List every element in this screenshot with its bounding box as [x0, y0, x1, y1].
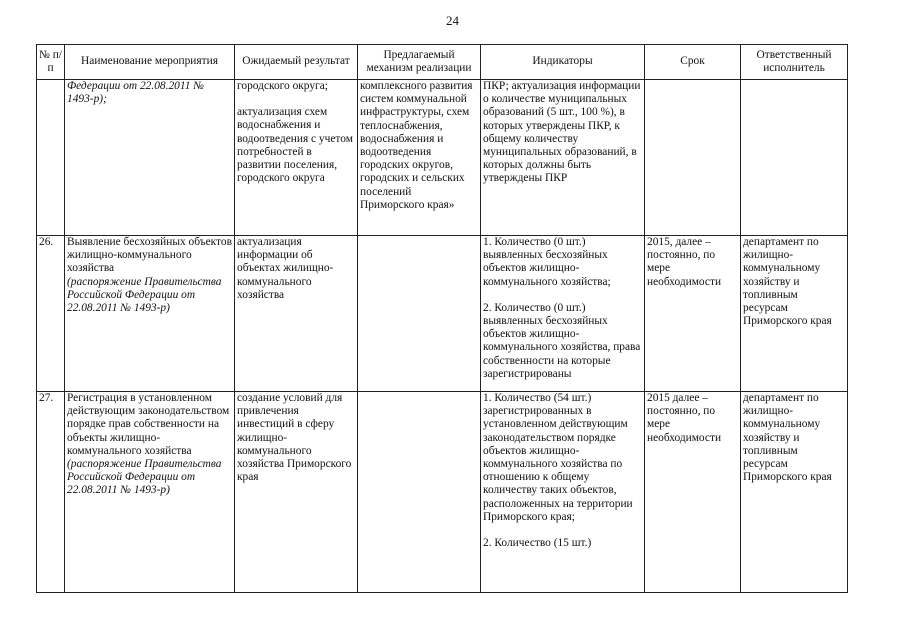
- cell-name: [65, 236, 235, 392]
- cell-result: [235, 80, 358, 236]
- name-legal-reference: Федерации от 22.08.2011 № 1493-р);: [67, 80, 204, 106]
- header-responsible: Ответственный исполнитель: [741, 45, 848, 80]
- name-text: Регистрация в установленном действующим законодательством порядке прав собственности на объекты жилищно-коммунального хозяйства: [67, 392, 230, 457]
- cell-result: актуализация информации об объектах жилищно-коммунального хозяйства: [235, 236, 358, 392]
- cell-responsible: департамент по жилищно-коммунальному хозяйству и топливным ресурсам Приморского края: [741, 392, 848, 593]
- cell-indicators: ПКР; актуализация информации о количестве муниципальных образований (5 шт., 100 %), в которых утверждены ПКР, к общему количеству муниципальных образований, в которых должны быть утверждены ПКР: [481, 80, 645, 236]
- cell-num: 27.: [37, 392, 65, 593]
- name-text: Выявление бесхозяйных объектов жилищно-коммунального хозяйства: [67, 236, 232, 275]
- cell-term: [645, 80, 741, 236]
- result-text-1: городского округа;: [237, 80, 328, 92]
- indicator-2: 2. Количество (0 шт.) выявленных бесхозяйных объектов жилищно-коммунального хозяйства, права собственности на которые зарегистрированы: [483, 301, 641, 380]
- measures-table: [36, 44, 848, 593]
- table-header-row: [37, 45, 848, 80]
- cell-responsible: департамент по жилищно-коммунальному хозяйству и топливным ресурсам Приморского края: [741, 236, 848, 392]
- header-term: Срок: [645, 45, 741, 80]
- header-name: Наименование мероприятия: [65, 45, 235, 80]
- header-num: № п/п: [37, 45, 65, 80]
- cell-term: 2015, далее – постоянно, по мере необходимости: [645, 236, 741, 392]
- table-row-26: [37, 236, 848, 392]
- cell-mechanism: комплексного развития систем коммунальной инфраструктуры, схем теплоснабжения, водоснабжения и водоотведения городских округов, городских и сельских поселений Приморского края»: [358, 80, 481, 236]
- cell-num: [37, 80, 65, 236]
- cell-mechanism: [358, 392, 481, 593]
- cell-indicators: [481, 236, 645, 392]
- table-row-continuation: [37, 80, 848, 236]
- name-legal-reference: (распоряжение Правительства Российской Федерации от 22.08.2011 № 1493-р): [67, 275, 222, 315]
- cell-name: [65, 392, 235, 593]
- header-indicators: Индикаторы: [481, 45, 645, 80]
- indicator-1: 1. Количество (54 шт.) зарегистрированных в установленном действующим законодательством порядке объектов жилищно-коммунального хозяйства по отношению к общему количеству таких объектов, расположенных на территории Приморского края;: [483, 392, 633, 523]
- page-number: 24: [446, 13, 459, 28]
- cell-term: 2015 далее – постоянно, по мере необходимости: [645, 392, 741, 593]
- cell-num: 26.: [37, 236, 65, 392]
- header-result: Ожидаемый результат: [235, 45, 358, 80]
- cell-result: создание условий для привлечения инвестиций в сферу жилищно-коммунального хозяйства Приморского края: [235, 392, 358, 593]
- header-mechanism: Предлагаемый механизм реализации: [358, 45, 481, 80]
- table-row-27: [37, 392, 848, 593]
- indicator-2: 2. Количество (15 шт.): [483, 537, 592, 550]
- cell-name: [65, 80, 235, 236]
- result-text-2: актуализация схем водоснабжения и водоотведения с учетом потребностей в развитии поселения, городского округа: [237, 106, 353, 185]
- indicator-1: 1. Количество (0 шт.) выявленных бесхозяйных объектов жилищно-коммунального хозяйства;: [483, 236, 611, 288]
- cell-responsible: [741, 80, 848, 236]
- cell-indicators: [481, 392, 645, 593]
- name-legal-reference: (распоряжение Правительства Российской Федерации от 22.08.2011 № 1493-р): [67, 458, 222, 497]
- cell-mechanism: [358, 236, 481, 392]
